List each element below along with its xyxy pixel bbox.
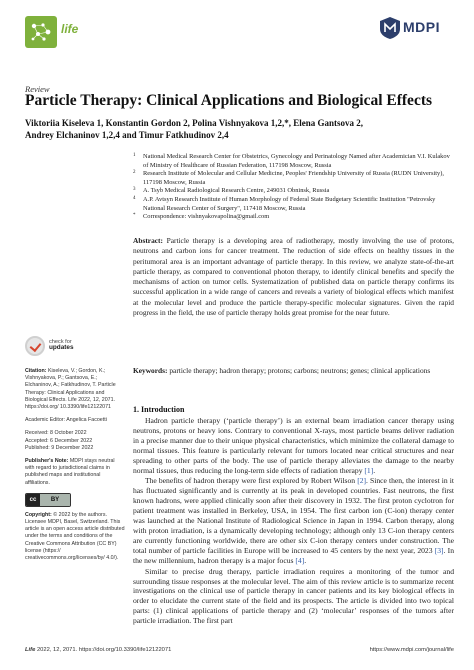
keywords-label: Keywords: (133, 366, 168, 375)
citation-link[interactable]: [1] (364, 465, 374, 475)
publisher-note (25, 458, 125, 487)
journal-logo-box (25, 16, 57, 48)
abstract (133, 236, 454, 318)
check-updates-text: check for updates (49, 339, 74, 352)
affiliation-item: 4 A.P. Avtsyn Research Institute of Human Morphology of Federal State Budgetary Scientific Institution "Petrovsky National Research Center of Surgery", 117418 Moscow, Russia (133, 195, 436, 212)
citation-label: Citation: (25, 368, 47, 374)
check-for-updates-button[interactable] (25, 336, 105, 358)
correspondence[interactable]: * Correspondence: vishnyakovapolina@gmail.com (133, 213, 270, 221)
footer-citation: Life 2022, 12, 2071. https://doi.org/10.3390/life12122071 (25, 647, 172, 653)
article-type: Review (25, 84, 50, 94)
publisher-note-label: Publisher's Note: (25, 458, 69, 465)
publisher-note-text: MDPI stays neutral with regard to jurisdictional claims in published maps and institutional affiliations. (25, 458, 115, 486)
page-footer (25, 647, 454, 653)
affiliation-item: 3 A. Tsyb Medical Radiological Research Centre, 249031 Obninsk, Russia (133, 187, 330, 195)
paragraph: The benefits of hadron therapy were first explored by Robert Wilson [2]. Since then, the interest in it has fluctuated significantly and is currently at its peak in developed countries. Fast neutrons, the first known hadrons, were applied clinically soon after their discovery in 1932. The first proton cyclotron for patient treatment was installed in Berkeley, USA, in 1954. The first carbon ion (C-ion) therapy center was launched at the National Institute of Radiological Science in Japan in 1994. Carbon therapy, along with proton irradiation, is a dynamically developing technology; although only 13 C-ion therapy centers are currently functioning worldwide, there are other six C-ion therapy centers under construction. The total number of particle facilities in Europe will be increased to 45 centers by the next year, 2023 [3]. In the new millennium, hadron therapy is a major focus [4]. (133, 476, 455, 565)
published-date: Published: 9 December 2022 (25, 444, 94, 451)
affiliation-item: 1 National Medical Research Center for Obstetrics, Gynecology and Perinatology Named after Academician V.I. Kulakov of Ministry of Healthcare of Russian Federation, 117198 Moscow, Russia (133, 153, 450, 169)
citation-link[interactable]: [4] (295, 555, 305, 565)
author-line-1: Viktoriia Kiseleva 1, Konstantin Gordon 2, Polina Vishnyakova 1,2,*, Elena Gantsova 2, (25, 118, 363, 128)
keywords (133, 366, 454, 376)
editor-label: Academic Editor: (25, 417, 66, 424)
article-title: Particle Therapy: Clinical Applications and Biological Effects (25, 92, 433, 109)
editor-block (25, 417, 125, 424)
paragraph: Similar to precise drug therapy, particle irradiation requires a monitoring of the tumor and surrounding tissue responses at the molecular level. The aim of this review article is to summarize recent investigations on the clinical use of particle therapy in cancer patients and its key biological effects in order to elucidate the current state of the field and its prospects. The article is divided into two topical parts: (1) clinical applications of particle therapy and (2) ‘molecular’ responses of the tumors after particle irradiation. The first part (133, 566, 454, 626)
abstract-text: Particle therapy is a developing area of radiotherapy, mostly involving the use of protons, neutrons and carbon ions for cancer treatment. The reduction of side effects on healthy tissues in the peritumoral area is an important advantage of particle therapy. In this review, we analyze state-of-the-art particle therapy, as compared to conventional photon therapy, to identify clinical benefits and specify the mechanisms of action on tumor cells. Systematization of published data on particle therapy confirms its successful application in a wide range of cancers and reveals a variety of biological effects which manifest at the molecular level and produce the particle therapy-specific molecular signatures. Given the rapid progress in the field, the use of particle therapy holds great promise for the near future. (133, 236, 454, 318)
affiliation-item: 2 Research Institute of Molecular and Cellular Medicine, Peoples' Friendship University of Russia (RUDN University), 117198 Moscow, Russia (133, 170, 444, 186)
journal-logo[interactable] (25, 16, 83, 58)
publisher-logo[interactable] (379, 16, 449, 40)
paragraph: Hadron particle therapy (‘particle therapy’) is an external beam irradiation cancer therapy using neutrons, protons or heavy ions. Contrary to conventional X-rays, most particle beams deliver radiation in a precise manner due to their unique physical characteristics, which minimize the collateral damage to normal tissues. This feature is particularly relevant for tumors located near critical structures and near spreading to other parts of the body. The use of particle therapy alleviates the damage to the nearby normal tissues, thus reducing the long-term side effects of radiation therapy [1]. (133, 416, 454, 475)
journal-logo-text: life (61, 22, 79, 36)
introduction-body (133, 416, 454, 627)
copyright-label: Copyright: (25, 511, 52, 518)
copyright-text[interactable]: © 2022 by the authors. Licensee MDPI, Basel, Switzerland. This article is an open access article distributed under the terms and conditions of the Creative Commons Attribution (CC BY) license (https:// creativecommons.org/licenses/by/ 4.0/). (25, 511, 125, 562)
check-updates-icon (25, 336, 45, 356)
cc-by-license-badge[interactable] (25, 493, 71, 507)
accepted-date: Accepted: 6 December 2022 (25, 437, 93, 444)
author-list (25, 117, 455, 141)
section-heading-introduction: 1. Introduction (133, 405, 185, 414)
footer-journal-url[interactable]: https://www.mdpi.com/journal/life (369, 647, 454, 653)
molecule-icon (29, 21, 53, 43)
citation-text[interactable]: Kiseleva, V.; Gordon, K.; Vishnyakova, P.; Gantsova, E.; Elchaninov, A.; Fatkhudinov, T. Particle Therapy: Clinical Applications and Biological Effects. Life 2022, 12, 2071. https://doi.org/ 10.3390/life12122071 (25, 368, 116, 411)
author-line-2: Andrey Elchaninov 1,2,4 and Timur Fatkhudinov 2,4 (25, 130, 229, 140)
sidebar (25, 336, 125, 568)
header-bar (25, 16, 449, 64)
dates-block (25, 430, 125, 452)
keywords-text: particle therapy; hadron therapy; protons; carbons; neutrons; genes; clinical applications (169, 366, 431, 375)
cc-icon: cc (26, 494, 40, 506)
mdpi-shield-icon (379, 16, 401, 40)
copyright-block (25, 512, 125, 562)
citation-link[interactable]: [2] (357, 476, 367, 486)
affiliations (133, 153, 453, 222)
abstract-label: Abstract: (133, 236, 163, 245)
publisher-logo-text: MDPI (403, 19, 440, 35)
citation-block (25, 368, 125, 411)
by-icon: BY (40, 494, 70, 506)
citation-link[interactable]: [3] (434, 545, 444, 555)
received-date: Received: 8 October 2022 (25, 430, 87, 437)
editor-name: Angelica Facoetti (66, 417, 107, 424)
